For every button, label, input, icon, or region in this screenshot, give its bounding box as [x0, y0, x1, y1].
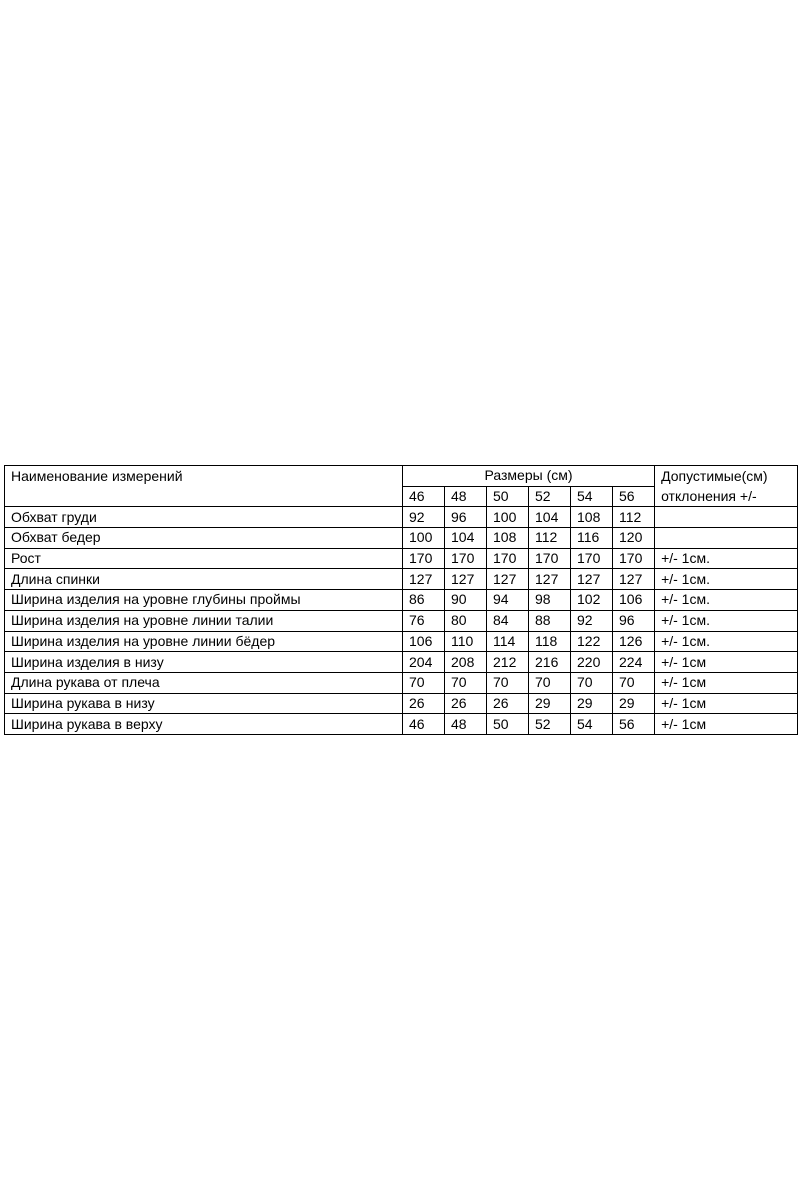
header-row-1: [5, 466, 798, 487]
tolerance-header: [655, 466, 798, 507]
measurement-value-cell: 120: [613, 528, 655, 549]
measurement-value-cell: 108: [571, 507, 613, 528]
table-row: [5, 672, 798, 693]
measurement-value-cell: 220: [571, 652, 613, 673]
measurement-value-cell: 70: [445, 672, 487, 693]
measurement-value-cell: 112: [613, 507, 655, 528]
tolerance-cell: +/- 1см: [655, 714, 798, 735]
tolerance-cell: [655, 528, 798, 549]
size-header-cell: 46: [403, 486, 445, 507]
measurement-value-cell: 48: [445, 714, 487, 735]
measurement-value-cell: 112: [529, 528, 571, 549]
measurement-value-cell: 118: [529, 631, 571, 652]
measurement-value-cell: 110: [445, 631, 487, 652]
tolerance-cell: +/- 1см: [655, 693, 798, 714]
table-row: [5, 610, 798, 631]
table-row: [5, 528, 798, 549]
measurement-value-cell: 70: [487, 672, 529, 693]
measurement-value-cell: 26: [445, 693, 487, 714]
measurement-value-cell: 100: [403, 528, 445, 549]
measurement-name-header: Наименование измерений: [5, 466, 403, 507]
measurement-name-cell: Длина спинки: [5, 569, 403, 590]
measurement-value-cell: 54: [571, 714, 613, 735]
measurement-value-cell: 96: [445, 507, 487, 528]
measurement-value-cell: 29: [571, 693, 613, 714]
measurement-value-cell: 212: [487, 652, 529, 673]
table-row: [5, 590, 798, 611]
measurement-value-cell: 92: [403, 507, 445, 528]
sizes-header: Размеры (см): [403, 466, 655, 487]
measurement-name-cell: Ширина изделия на уровне линии талии: [5, 610, 403, 631]
table-row: [5, 631, 798, 652]
measurement-value-cell: 76: [403, 610, 445, 631]
measurement-name-cell: Обхват бедер: [5, 528, 403, 549]
measurement-value-cell: 104: [445, 528, 487, 549]
measurement-value-cell: 90: [445, 590, 487, 611]
measurement-value-cell: 116: [571, 528, 613, 549]
measurement-value-cell: 46: [403, 714, 445, 735]
size-header-cell: 52: [529, 486, 571, 507]
tolerance-cell: +/- 1см.: [655, 610, 798, 631]
table-row: [5, 548, 798, 569]
measurement-value-cell: 100: [487, 507, 529, 528]
measurement-value-cell: 56: [613, 714, 655, 735]
measurement-value-cell: 204: [403, 652, 445, 673]
measurement-name-cell: Ширина изделия в низу: [5, 652, 403, 673]
measurement-name-cell: Ширина рукава в верху: [5, 714, 403, 735]
measurement-value-cell: 108: [487, 528, 529, 549]
measurement-name-cell: Рост: [5, 548, 403, 569]
measurement-value-cell: 106: [613, 590, 655, 611]
measurement-name-cell: Ширина рукава в низу: [5, 693, 403, 714]
size-chart-table: [4, 465, 798, 735]
measurement-name-cell: Обхват груди: [5, 507, 403, 528]
measurement-value-cell: 208: [445, 652, 487, 673]
measurement-value-cell: 114: [487, 631, 529, 652]
measurement-value-cell: 86: [403, 590, 445, 611]
measurement-name-cell: Ширина изделия на уровне глубины проймы: [5, 590, 403, 611]
measurement-value-cell: 98: [529, 590, 571, 611]
measurement-value-cell: 94: [487, 590, 529, 611]
size-header-cell: 56: [613, 486, 655, 507]
measurement-value-cell: 127: [403, 569, 445, 590]
tolerance-cell: +/- 1см.: [655, 569, 798, 590]
tolerance-header-line2: отклонения +/-: [661, 488, 757, 504]
measurement-name-cell: Длина рукава от плеча: [5, 672, 403, 693]
measurement-value-cell: 29: [613, 693, 655, 714]
measurement-value-cell: 50: [487, 714, 529, 735]
size-header-cell: 48: [445, 486, 487, 507]
measurement-value-cell: 70: [529, 672, 571, 693]
measurement-value-cell: 70: [571, 672, 613, 693]
measurement-value-cell: 104: [529, 507, 571, 528]
measurement-value-cell: 170: [487, 548, 529, 569]
measurement-value-cell: 170: [445, 548, 487, 569]
table-row: [5, 652, 798, 673]
measurement-name-cell: Ширина изделия на уровне линии бёдер: [5, 631, 403, 652]
measurement-value-cell: 96: [613, 610, 655, 631]
measurement-value-cell: 216: [529, 652, 571, 673]
measurement-value-cell: 127: [445, 569, 487, 590]
tolerance-cell: [655, 507, 798, 528]
table-row: [5, 693, 798, 714]
measurement-value-cell: 26: [487, 693, 529, 714]
table-row: [5, 507, 798, 528]
tolerance-header-line1: Допустимые(см): [661, 468, 768, 484]
measurement-value-cell: 170: [403, 548, 445, 569]
measurement-value-cell: 127: [571, 569, 613, 590]
measurement-value-cell: 170: [571, 548, 613, 569]
tolerance-cell: +/- 1см.: [655, 631, 798, 652]
measurement-value-cell: 92: [571, 610, 613, 631]
tolerance-cell: +/- 1см: [655, 652, 798, 673]
tolerance-cell: +/- 1см: [655, 672, 798, 693]
measurement-value-cell: 127: [529, 569, 571, 590]
measurement-value-cell: 126: [613, 631, 655, 652]
measurement-value-cell: 29: [529, 693, 571, 714]
measurement-value-cell: 26: [403, 693, 445, 714]
measurement-value-cell: 106: [403, 631, 445, 652]
measurement-value-cell: 52: [529, 714, 571, 735]
measurement-value-cell: 102: [571, 590, 613, 611]
measurement-value-cell: 122: [571, 631, 613, 652]
tolerance-cell: +/- 1см.: [655, 590, 798, 611]
table-row: [5, 569, 798, 590]
size-header-cell: 54: [571, 486, 613, 507]
measurement-value-cell: 70: [613, 672, 655, 693]
table-row: [5, 714, 798, 735]
measurement-value-cell: 224: [613, 652, 655, 673]
measurement-value-cell: 127: [487, 569, 529, 590]
measurement-value-cell: 170: [529, 548, 571, 569]
measurement-value-cell: 170: [613, 548, 655, 569]
measurement-value-cell: 80: [445, 610, 487, 631]
measurement-value-cell: 84: [487, 610, 529, 631]
tolerance-cell: +/- 1см.: [655, 548, 798, 569]
measurement-value-cell: 88: [529, 610, 571, 631]
measurement-value-cell: 70: [403, 672, 445, 693]
size-header-cell: 50: [487, 486, 529, 507]
measurement-value-cell: 127: [613, 569, 655, 590]
